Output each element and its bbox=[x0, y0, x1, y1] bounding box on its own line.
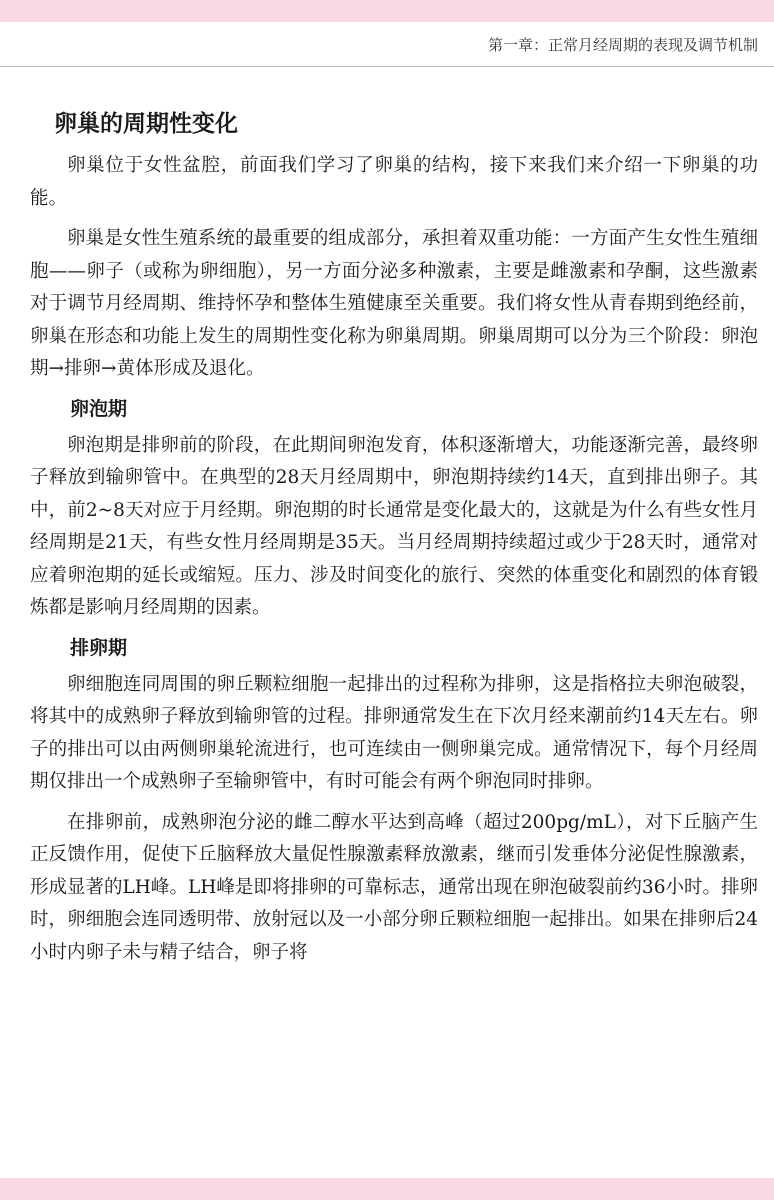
follicular-paragraph: 卵泡期是排卵前的阶段，在此期间卵泡发育，体积逐渐增大，功能逐渐完善，最终卵子释放到输卵管中。在典型的28天月经周期中，卵泡期持续约14天，直到排出卵子。其中，前2~8天对应于月经期。卵泡期的时长通常是变化最大的，这就是为什么有些女性月经周期是21天，有些女性月经周期是35天。当月经周期持续超过或少于28天时，通常对应着卵泡期的延长或缩短。压力、涉及时间变化的旅行、突然的体重变化和剧烈的体育锻炼都是影响月经周期的因素。 bbox=[30, 434, 758, 619]
running-head: 第一章：正常月经周期的表现及调节机制 bbox=[487, 36, 758, 54]
intro-paragraph: 卵巢位于女性盆腔，前面我们学习了卵巢的结构，接下来我们来介绍一下卵巢的功能。 bbox=[30, 155, 758, 209]
intro-paragraph: 卵巢是女性生殖系统的最重要的组成部分，承担着双重功能：一方面产生女性生殖细胞——卵子（或称为卵细胞），另一方面分泌多种激素，主要是雌激素和孕酮，这些激素对于调节月经周期、维持怀孕和整体生殖健康至关重要。我们将女性从青春期到绝经前，卵巢在形态和功能上发生的周期性变化称为卵巢周期。卵巢周期可以分为三个阶段：卵泡期→排卵→黄体形成及退化。 bbox=[30, 228, 758, 380]
subheading-follicular: 卵泡期 bbox=[70, 397, 128, 420]
page-body bbox=[30, 84, 758, 977]
header-divider bbox=[0, 66, 774, 67]
ovulation-paragraph: 卵细胞连同周围的卵丘颗粒细胞一起排出的过程称为排卵，这是指格拉夫卵泡破裂，将其中的成熟卵子释放到输卵管的过程。排卵通常发生在下次月经来潮前约14天左右。卵子的排出可以由两侧卵巢轮流进行，也可连续由一侧卵巢完成。通常情况下，每个月经周期仅排出一个成熟卵子至输卵管中，有时可能会有两个卵泡同时排卵。 bbox=[30, 673, 758, 793]
book-page bbox=[0, 22, 774, 1178]
ovulation-paragraph: 在排卵前，成熟卵泡分泌的雌二醇水平达到高峰（超过200pg/mL），对下丘脑产生正反馈作用，促使下丘脑释放大量促性腺激素释放激素，继而引发垂体分泌促性腺激素，形成显著的LH峰。LH峰是即将排卵的可靠标志，通常出现在卵泡破裂前约36小时。排卵时，卵细胞会连同透明带、放射冠以及一小部分卵丘颗粒细胞一起排出。如果在排卵后24小时内卵子未与精子结合，卵子将 bbox=[30, 811, 758, 963]
subheading-ovulation: 排卵期 bbox=[70, 636, 128, 659]
section-title: 卵巢的周期性变化 bbox=[54, 111, 238, 137]
